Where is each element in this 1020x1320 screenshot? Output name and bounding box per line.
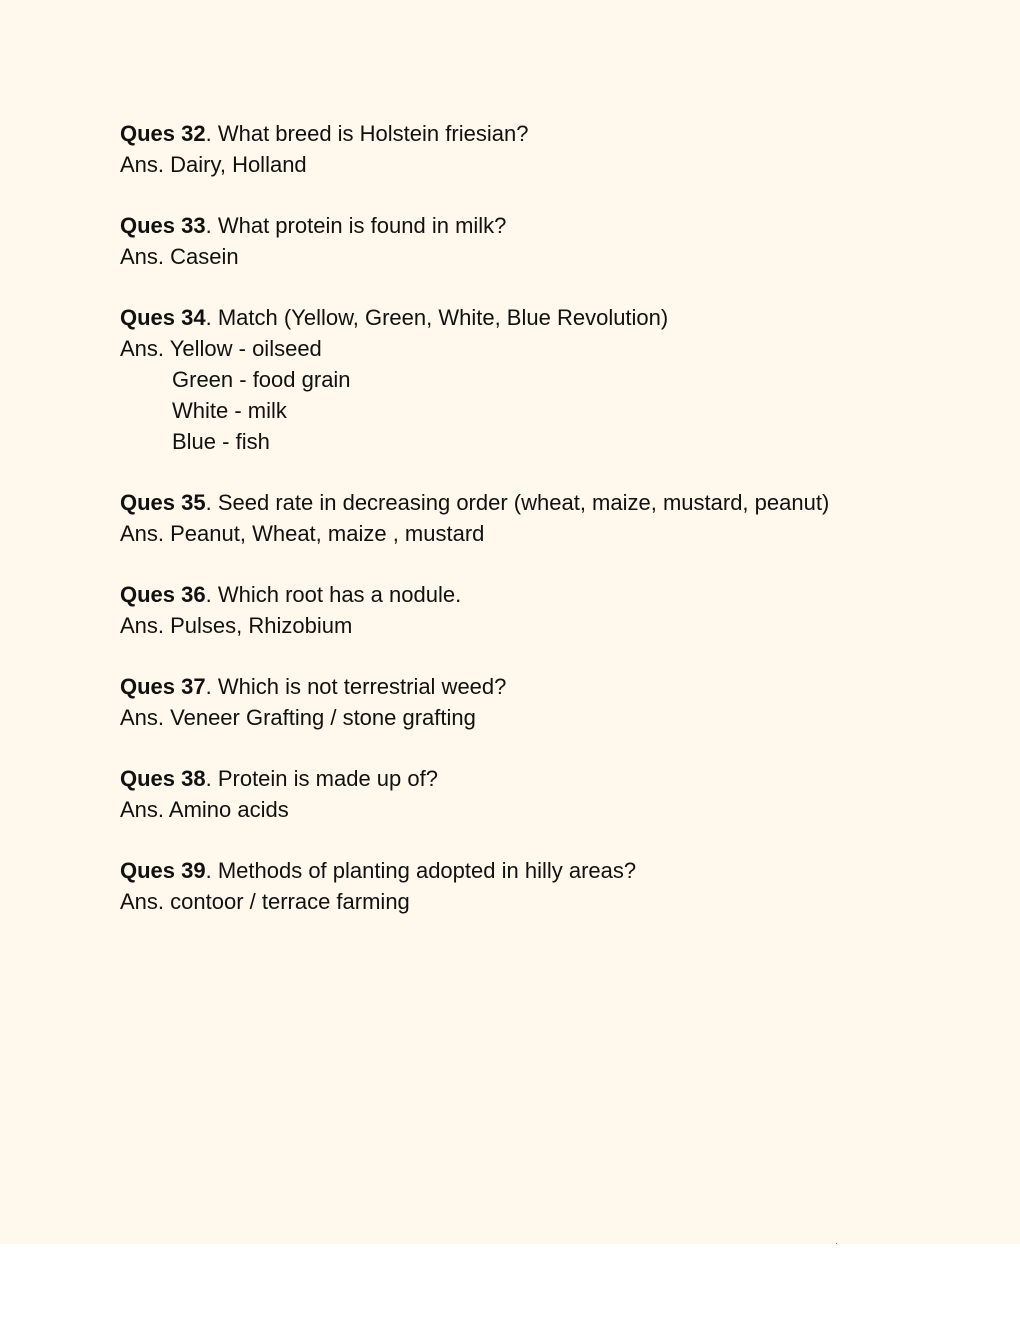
page-speck	[836, 1243, 837, 1244]
question-text: . What protein is found in milk?	[205, 213, 507, 238]
answer-line: Ans. Pulses, Rhizobium	[120, 613, 353, 638]
answer-continuation: White - milk	[172, 398, 287, 423]
qa-list	[120, 118, 980, 947]
question-line	[120, 118, 980, 149]
answer-line: Ans. Amino acids	[120, 797, 289, 822]
qa-item-38	[120, 763, 980, 825]
qa-item-33	[120, 210, 980, 272]
question-text: . What breed is Holstein friesian?	[205, 121, 529, 146]
answer-line: Ans. contoor / terrace farming	[120, 889, 410, 914]
answer-line: Ans. Yellow - oilseed	[120, 336, 322, 361]
qa-item-32	[120, 118, 980, 180]
answer-line: Ans. Casein	[120, 244, 239, 269]
question-number: Ques 35	[120, 490, 206, 515]
question-line	[120, 579, 980, 610]
answer-line: Ans. Veneer Grafting / stone grafting	[120, 705, 476, 730]
question-number: Ques 36	[120, 582, 206, 607]
question-text: . Which root has a nodule.	[205, 582, 462, 607]
question-line	[120, 487, 980, 518]
question-number: Ques 33	[120, 213, 206, 238]
question-number: Ques 39	[120, 858, 206, 883]
question-text: . Seed rate in decreasing order (wheat, maize, mustard, peanut)	[205, 490, 830, 515]
question-number: Ques 34	[120, 305, 206, 330]
question-number: Ques 37	[120, 674, 206, 699]
question-text: . Protein is made up of?	[205, 766, 438, 791]
question-line	[120, 302, 980, 333]
answer-continuation: Green - food grain	[172, 367, 351, 392]
answer-line: Ans. Dairy, Holland	[120, 152, 307, 177]
question-text: . Methods of planting adopted in hilly areas?	[205, 858, 637, 883]
question-line	[120, 671, 980, 702]
qa-item-34	[120, 302, 980, 457]
question-number: Ques 38	[120, 766, 206, 791]
qa-item-36	[120, 579, 980, 641]
qa-item-37	[120, 671, 980, 733]
question-text: . Match (Yellow, Green, White, Blue Revolution)	[205, 305, 669, 330]
question-line	[120, 855, 980, 886]
answer-line: Ans. Peanut, Wheat, maize , mustard	[120, 521, 485, 546]
qa-item-35	[120, 487, 980, 549]
question-text: . Which is not terrestrial weed?	[205, 674, 507, 699]
question-line	[120, 210, 980, 241]
answer-continuation: Blue - fish	[172, 429, 270, 454]
question-line	[120, 763, 980, 794]
question-number: Ques 32	[120, 121, 206, 146]
qa-item-39	[120, 855, 980, 917]
